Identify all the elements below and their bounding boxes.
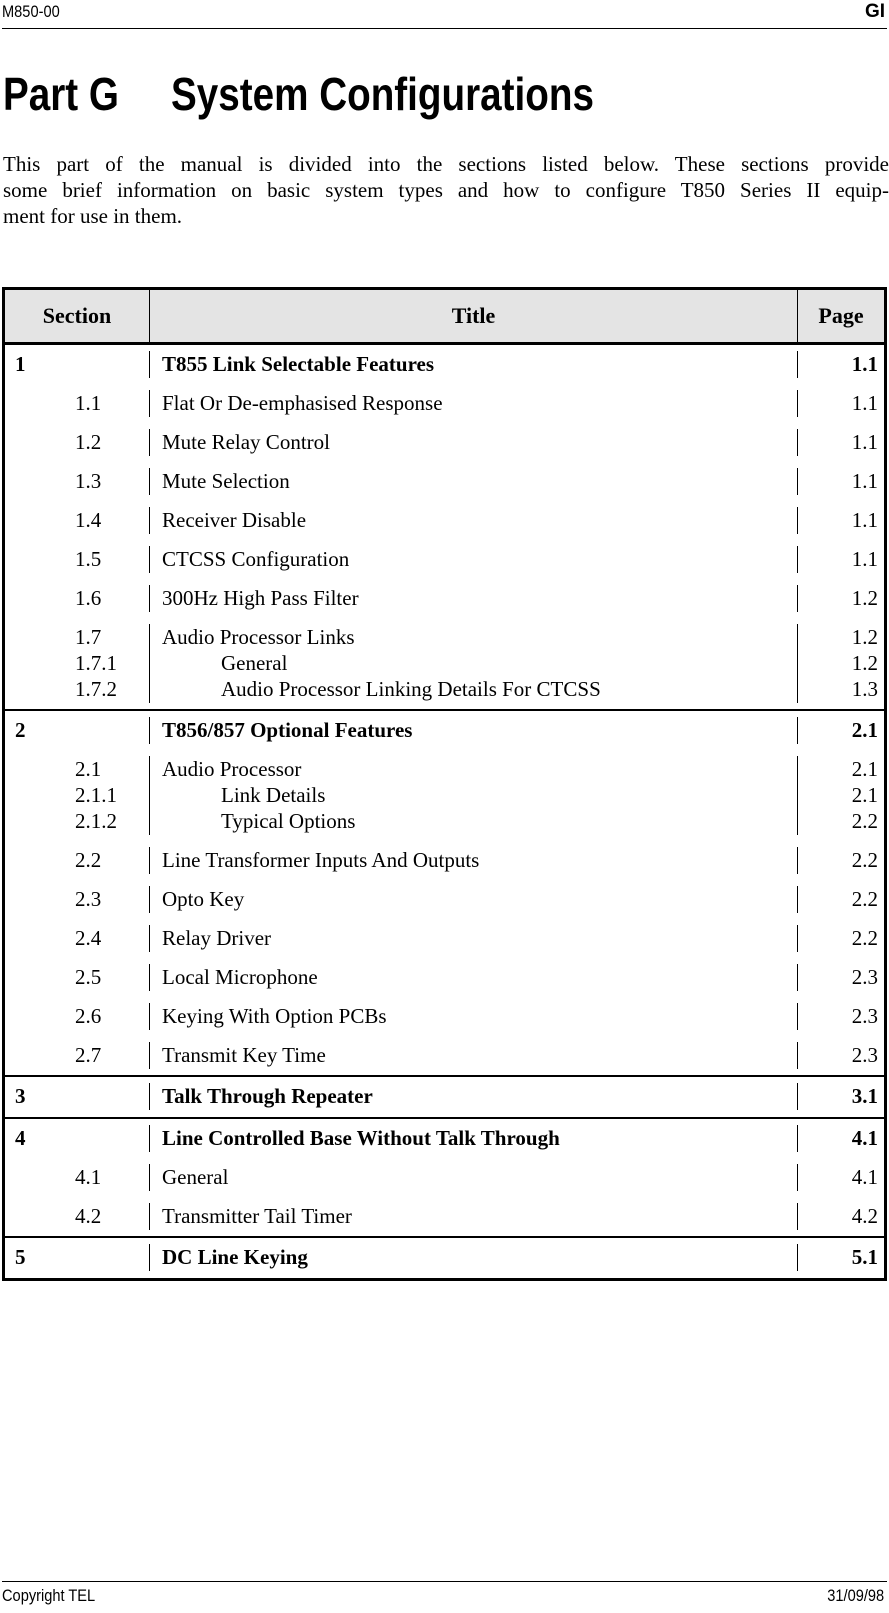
page-number: 1.1	[851, 391, 878, 415]
page-number: 2.2	[851, 926, 878, 950]
section-number: 1.2	[5, 429, 150, 456]
page-number: 1.1	[851, 352, 878, 376]
table-row	[5, 1164, 884, 1191]
page-number: 1.3	[851, 677, 878, 701]
section-title: Relay Driver	[150, 925, 798, 952]
intro-paragraph	[3, 151, 889, 229]
page-number: 2.3	[851, 965, 878, 989]
section-group	[5, 345, 884, 711]
section-column-header: Section	[5, 290, 150, 342]
section-number: 2.2	[5, 847, 150, 874]
section-number: 1.7.1	[5, 650, 150, 677]
running-header	[2, 2, 887, 29]
section-number: 1.7.2	[5, 676, 150, 703]
page-number: 2.2	[851, 848, 878, 872]
section-number: 1	[5, 351, 150, 378]
page-number: 4.1	[851, 1126, 878, 1150]
title-column-header: Title	[150, 290, 798, 342]
section-number: 4.2	[5, 1203, 150, 1230]
section-title: Opto Key	[150, 886, 798, 913]
table-row	[5, 782, 884, 809]
page-code: GI	[864, 1, 885, 22]
section-number: 2.1.1	[5, 782, 150, 809]
section-group	[5, 1238, 884, 1278]
table-row	[5, 351, 884, 378]
section-number: 2.1	[5, 756, 150, 783]
section-group	[5, 1119, 884, 1238]
page-number: 4.1	[851, 1165, 878, 1189]
page-number: 2.1	[851, 757, 878, 781]
page-title	[3, 66, 594, 122]
section-title: Flat Or De-emphasised Response	[150, 390, 798, 417]
section-number: 1.1	[5, 390, 150, 417]
copyright-notice: Copyright TEL	[2, 1586, 96, 1605]
section-number: 2	[5, 717, 150, 744]
section-number: 2.3	[5, 886, 150, 913]
table-row	[5, 886, 884, 913]
section-title: Transmitter Tail Timer	[150, 1203, 798, 1230]
section-number: 1.3	[5, 468, 150, 495]
section-number: 5	[5, 1244, 150, 1271]
table-row	[5, 468, 884, 495]
section-title: Mute Selection	[150, 468, 798, 495]
table-row	[5, 1083, 884, 1117]
table-row	[5, 585, 884, 612]
page-number: 2.1	[851, 718, 878, 742]
section-number: 2.7	[5, 1042, 150, 1069]
section-title: General	[150, 650, 798, 677]
intro-line: some brief information on basic system types and how to configure T850 Series II equip-	[3, 178, 889, 202]
section-title: Keying With Option PCBs	[150, 1003, 798, 1030]
page-column-header: Page	[818, 303, 864, 328]
table-row	[5, 1244, 884, 1278]
section-title: Talk Through Repeater	[150, 1083, 798, 1110]
section-title: CTCSS Configuration	[150, 546, 798, 573]
page-number: 1.1	[851, 508, 878, 532]
section-group	[5, 711, 884, 1077]
document-code: M850-00	[2, 2, 60, 21]
section-title: T856/857 Optional Features	[150, 717, 798, 744]
section-title: Line Controlled Base Without Talk Through	[150, 1125, 798, 1152]
page-number: 1.2	[851, 625, 878, 649]
table-row	[5, 847, 884, 874]
table-row	[5, 507, 884, 534]
section-title: DC Line Keying	[150, 1244, 798, 1271]
table-row	[5, 808, 884, 835]
table-row	[5, 1042, 884, 1075]
section-title: 300Hz High Pass Filter	[150, 585, 798, 612]
section-title: Audio Processor Linking Details For CTCSS	[150, 676, 798, 703]
issue-date: 31/09/98	[827, 1586, 884, 1605]
table-row	[5, 1203, 884, 1236]
section-number: 3	[5, 1083, 150, 1110]
section-title: Typical Options	[150, 808, 798, 835]
table-body	[5, 345, 884, 1278]
part-name: System Configurations	[171, 68, 594, 120]
section-number: 2.5	[5, 964, 150, 991]
page-number: 1.1	[851, 430, 878, 454]
intro-line: ment for use in them.	[3, 204, 183, 228]
table-row	[5, 925, 884, 952]
page-number: 2.3	[851, 1043, 878, 1067]
section-title: General	[150, 1164, 798, 1191]
section-title: Mute Relay Control	[150, 429, 798, 456]
table-row	[5, 676, 884, 709]
section-title: Audio Processor	[150, 756, 798, 783]
table-header-row	[5, 290, 884, 345]
section-title: Line Transformer Inputs And Outputs	[150, 847, 798, 874]
section-title: Transmit Key Time	[150, 1042, 798, 1069]
section-group	[5, 1077, 884, 1119]
section-number: 1.4	[5, 507, 150, 534]
section-number: 2.6	[5, 1003, 150, 1030]
page-number: 4.2	[851, 1204, 878, 1228]
page-number: 1.1	[851, 547, 878, 571]
section-title: Local Microphone	[150, 964, 798, 991]
section-number: 4.1	[5, 1164, 150, 1191]
page-number: 1.2	[851, 651, 878, 675]
intro-line: This part of the manual is divided into the sections listed below. These sections provide	[3, 152, 889, 176]
page-number: 3.1	[851, 1084, 878, 1108]
part-number: Part G	[3, 68, 119, 120]
table-row	[5, 1003, 884, 1030]
page-number: 1.2	[851, 586, 878, 610]
table-row	[5, 546, 884, 573]
contents-table	[2, 287, 887, 1281]
table-row	[5, 717, 884, 744]
page-number: 1.1	[851, 469, 878, 493]
page-number: 5.1	[851, 1245, 878, 1269]
section-number: 1.5	[5, 546, 150, 573]
section-number: 2.1.2	[5, 808, 150, 835]
table-row	[5, 756, 884, 783]
table-row	[5, 429, 884, 456]
section-title: Link Details	[150, 782, 798, 809]
section-number: 1.6	[5, 585, 150, 612]
section-number: 2.4	[5, 925, 150, 952]
table-row	[5, 1125, 884, 1152]
section-title: Receiver Disable	[150, 507, 798, 534]
table-row	[5, 624, 884, 651]
table-row	[5, 964, 884, 991]
section-number: 1.7	[5, 624, 150, 651]
page-number: 2.1	[851, 783, 878, 807]
table-row	[5, 650, 884, 677]
page-number: 2.3	[851, 1004, 878, 1028]
section-title: T855 Link Selectable Features	[150, 351, 798, 378]
section-title: Audio Processor Links	[150, 624, 798, 651]
section-number: 4	[5, 1125, 150, 1152]
page-number: 2.2	[851, 809, 878, 833]
page-number: 2.2	[851, 887, 878, 911]
running-footer	[2, 1581, 887, 1612]
table-row	[5, 390, 884, 417]
